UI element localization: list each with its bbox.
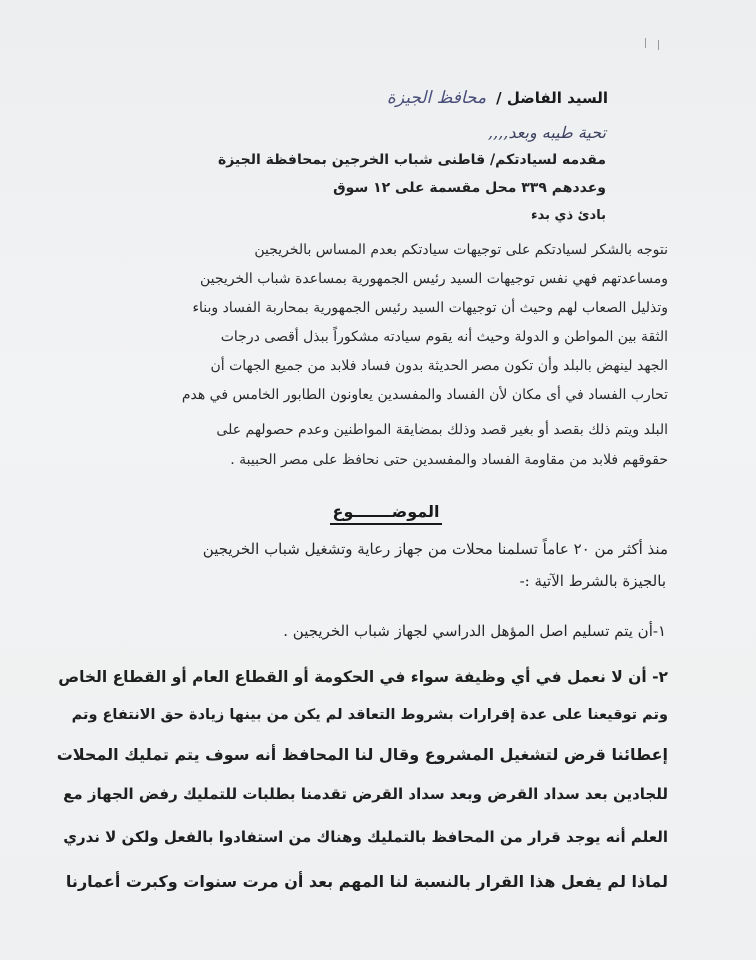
paragraph-line: نتوجه بالشكر لسيادتكم على توجيهات سيادتكم بعدم المساس بالخريجين	[254, 242, 668, 258]
paragraph-line: البلد ويتم ذلك بقصد أو بغير قصد وذلك بمضايقة المواطنين وعدم حصولهم على	[216, 422, 668, 438]
count-line: وعددهم ٣٣٩ محل مقسمة على ١٢ سوق	[333, 180, 606, 196]
point-2-line: وتم توقيعنا على عدة إقرارات بشروط التعاقد لم يكن من بينها زيادة حق الانتفاع وتم	[71, 707, 668, 723]
salutation	[387, 88, 608, 108]
subject-heading: الموضـــــــوع	[330, 502, 442, 525]
paper-mark	[658, 40, 659, 50]
point-2-line: العلم أنه يوجد قرار من المحافظ بالتمليك وهناك من استفادوا بالفعل ولكن لا ندري	[63, 828, 668, 846]
salutation-recipient: محافظ الجيزة	[386, 88, 487, 108]
point-2-line: ٢- أن لا نعمل في أي وظيفة سواء في الحكومة أو القطاع العام أو القطاع الخاص	[58, 668, 668, 686]
greeting: تحية طيبه وبعد,,,,	[488, 123, 606, 142]
intro-line: مقدمه لسيادتكم/ قاطنى شباب الخرجين بمحافظة الجيزة	[217, 152, 606, 168]
paper-mark	[645, 38, 646, 48]
paragraph-line: ومساعدتهم فهي نفس توجيهات السيد رئيس الجمهورية بمساعدة شباب الخريجين	[200, 271, 668, 287]
point-1: ١-أن يتم تسليم اصل المؤهل الدراسي لجهاز شباب الخريجين .	[283, 622, 666, 640]
point-2-line: لماذا لم يفعل هذا القرار بالنسبة لنا المهم بعد أن مرت سنوات وكبرت أعمارنا	[65, 872, 668, 891]
paragraph-line: تحارب الفساد في أى مكان لأن الفساد والمفسدين يعاونون الطابور الخامس في هدم	[181, 387, 668, 403]
paragraph-line: وتذليل الصعاب لهم وحيث أن توجيهات السيد رئيس الجمهورية بمحاربة الفساد وبناء	[192, 300, 668, 316]
paragraph-line: الثقة بين المواطن و الدولة وحيث أنه يقوم سيادته مشكوراً ببذل أقصى درجات	[220, 329, 668, 345]
salutation-title: السيد الفاضل /	[496, 89, 608, 107]
paragraph-line: الجهد لينهض بالبلد وأن تكون مصر الحديثة بدون فساد فلابد من جميع الجهات أن	[210, 358, 668, 374]
opening-line: بادئ ذي بدء	[530, 208, 606, 223]
point-2-line: إعطائنا قرض لتشغيل المشروع وقال لنا المحافظ أنه سوف يتم تمليك المحلات	[56, 745, 668, 764]
paragraph-line: حقوقهم فلابد من مقاومة الفساد والمفسدين حتى نحافظ على مصر الحبيبة .	[230, 452, 668, 468]
paragraph-line: بالجيزة بالشرط الآتية :-	[519, 572, 666, 590]
point-2-line: للجادين بعد سداد القرض وبعد سداد القرض تقدمنا بطلبات للتمليك رفض الجهاز مع	[63, 785, 668, 803]
paragraph-line: منذ أكثر من ٢٠ عاماً تسلمنا محلات من جهاز رعاية وتشغيل شباب الخريجين	[202, 540, 668, 558]
